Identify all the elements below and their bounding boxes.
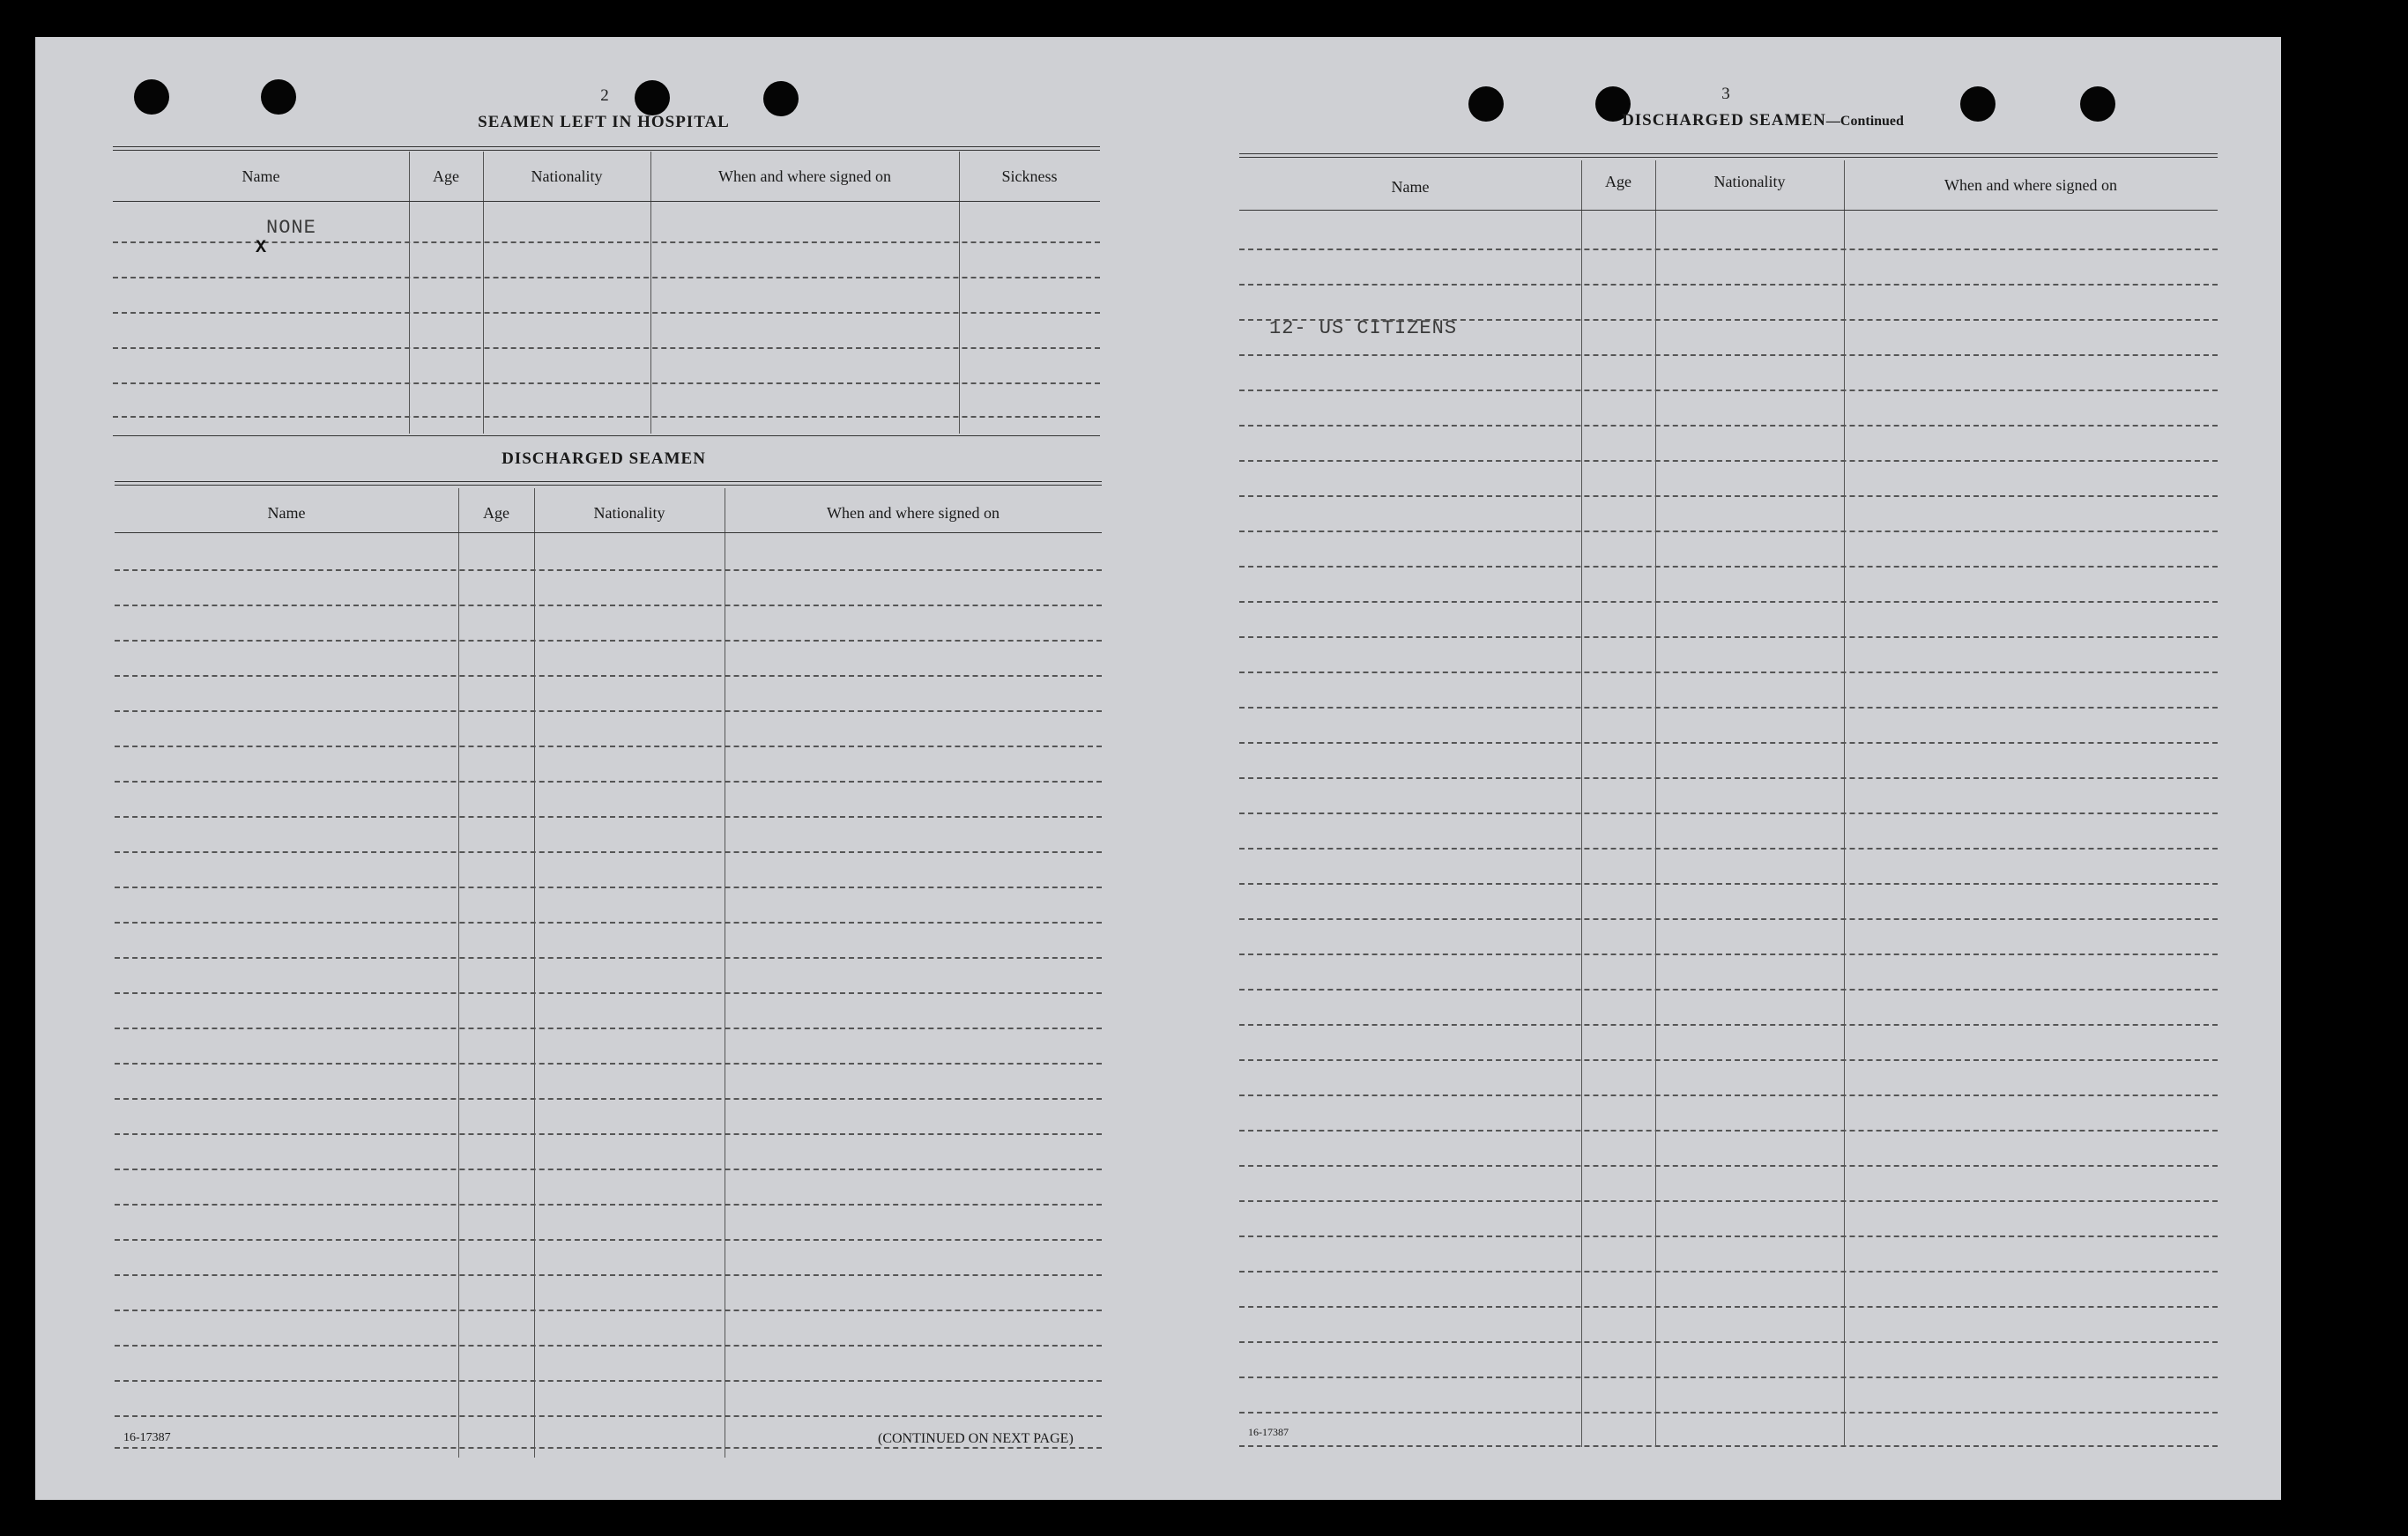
continued-note: (CONTINUED ON NEXT PAGE) — [878, 1431, 1074, 1446]
column-header-name: Name — [242, 167, 280, 185]
discharged-continued-title — [1534, 111, 1992, 130]
table-row — [115, 922, 1102, 924]
column-divider — [483, 152, 484, 434]
punch-hole — [261, 79, 296, 115]
table-row — [1239, 742, 2218, 744]
table-row — [1239, 672, 2218, 673]
citizens-entry: 12- US CITIZENS — [1269, 317, 1458, 339]
table-row — [1239, 390, 2218, 391]
hospital-section-title: SEAMEN LEFT IN HOSPITAL — [478, 113, 730, 131]
header-rule — [1239, 210, 2218, 211]
table-row — [115, 1028, 1102, 1029]
table-row — [1239, 495, 2218, 497]
page-number: 3 — [1721, 85, 1730, 103]
document-sheet — [35, 37, 2281, 1500]
table-row — [1239, 1271, 2218, 1273]
table-row — [113, 277, 1100, 278]
form-number: 16-17387 — [123, 1431, 171, 1444]
table-row — [115, 675, 1102, 677]
table-row — [115, 1310, 1102, 1311]
table-row — [1239, 1165, 2218, 1167]
page-number: 2 — [600, 86, 609, 105]
column-header-age: Age — [1605, 173, 1631, 190]
column-header-signed-on: When and where signed on — [1944, 176, 2117, 194]
punch-hole — [134, 79, 169, 115]
column-divider — [409, 152, 410, 434]
table-row — [115, 816, 1102, 818]
column-header-name: Name — [1391, 178, 1430, 196]
table-row — [1239, 1341, 2218, 1343]
table-row — [115, 1133, 1102, 1135]
column-divider — [1581, 160, 1582, 1447]
hospital-entry-mark: X — [256, 238, 268, 258]
table-row — [1239, 813, 2218, 814]
table-row — [115, 1063, 1102, 1065]
title-main: DISCHARGED SEAMEN — [1622, 111, 1826, 130]
table-row — [1239, 1235, 2218, 1237]
table-row — [115, 851, 1102, 853]
table-row — [1239, 989, 2218, 991]
table-row — [1239, 1094, 2218, 1096]
table-row — [1239, 531, 2218, 532]
column-header-nationality: Nationality — [593, 504, 665, 522]
table-row — [1239, 1376, 2218, 1378]
column-divider — [959, 152, 960, 434]
table-row — [1239, 1130, 2218, 1132]
table-row — [1239, 1024, 2218, 1026]
table-row — [1239, 319, 2218, 321]
table-row — [1239, 707, 2218, 709]
column-divider — [458, 488, 459, 1458]
table-row — [1239, 954, 2218, 955]
table-row — [1239, 636, 2218, 638]
table-row — [1239, 249, 2218, 250]
table-row — [115, 992, 1102, 994]
table-row — [115, 781, 1102, 783]
table-row — [1239, 848, 2218, 850]
table-row — [1239, 777, 2218, 779]
punch-hole — [2080, 86, 2115, 122]
column-header-sickness: Sickness — [1001, 167, 1058, 185]
table-row — [1239, 566, 2218, 568]
column-header-nationality: Nationality — [531, 167, 603, 185]
header-rule — [113, 201, 1100, 202]
table-row — [1239, 1412, 2218, 1414]
table-row — [115, 887, 1102, 888]
table-row — [115, 746, 1102, 747]
column-divider — [534, 488, 535, 1458]
table-row — [1239, 918, 2218, 920]
table-row — [115, 1169, 1102, 1170]
table-row — [115, 640, 1102, 642]
title-suffix: —Continued — [1825, 114, 1904, 129]
table-row — [1239, 883, 2218, 885]
punch-hole — [763, 81, 799, 116]
table-row — [115, 569, 1102, 571]
table-row — [1239, 1445, 2218, 1447]
column-header-name: Name — [267, 504, 306, 522]
table-row — [115, 1345, 1102, 1347]
table-row — [115, 1239, 1102, 1241]
hospital-entry: NONE — [266, 217, 316, 239]
table-row — [115, 1204, 1102, 1206]
table-row — [1239, 354, 2218, 356]
table-row — [115, 1380, 1102, 1382]
punch-hole — [1468, 86, 1504, 122]
table-row — [1239, 1306, 2218, 1308]
table-row — [1239, 425, 2218, 427]
section-rule — [113, 435, 1100, 436]
table-row — [115, 1447, 1102, 1449]
table-row — [115, 605, 1102, 606]
column-header-age: Age — [483, 504, 509, 522]
table-row — [115, 957, 1102, 959]
table-row — [1239, 601, 2218, 603]
table-row — [115, 710, 1102, 712]
table-top-rule — [1239, 153, 2218, 158]
header-rule — [115, 532, 1102, 533]
table-row — [1239, 460, 2218, 462]
column-divider — [1844, 160, 1845, 1447]
punch-hole — [635, 80, 670, 115]
table-row — [113, 416, 1100, 418]
table-row — [115, 1098, 1102, 1100]
column-header-nationality: Nationality — [1713, 173, 1786, 190]
column-divider — [650, 152, 651, 434]
table-row — [115, 1415, 1102, 1417]
table-row — [115, 1274, 1102, 1276]
discharged-section-title: DISCHARGED SEAMEN — [502, 449, 706, 468]
table-top-rule — [113, 146, 1100, 151]
column-header-signed-on: When and where signed on — [718, 167, 891, 185]
column-divider — [1655, 160, 1656, 1447]
table-row — [1239, 1059, 2218, 1061]
column-header-age: Age — [433, 167, 459, 185]
table-row — [1239, 1200, 2218, 1202]
table-row — [113, 382, 1100, 384]
table-top-rule — [115, 481, 1102, 486]
column-header-signed-on: When and where signed on — [827, 504, 1000, 522]
table-row — [1239, 284, 2218, 286]
table-row — [113, 347, 1100, 349]
form-number: 16-17387 — [1248, 1426, 1289, 1438]
table-row — [113, 312, 1100, 314]
